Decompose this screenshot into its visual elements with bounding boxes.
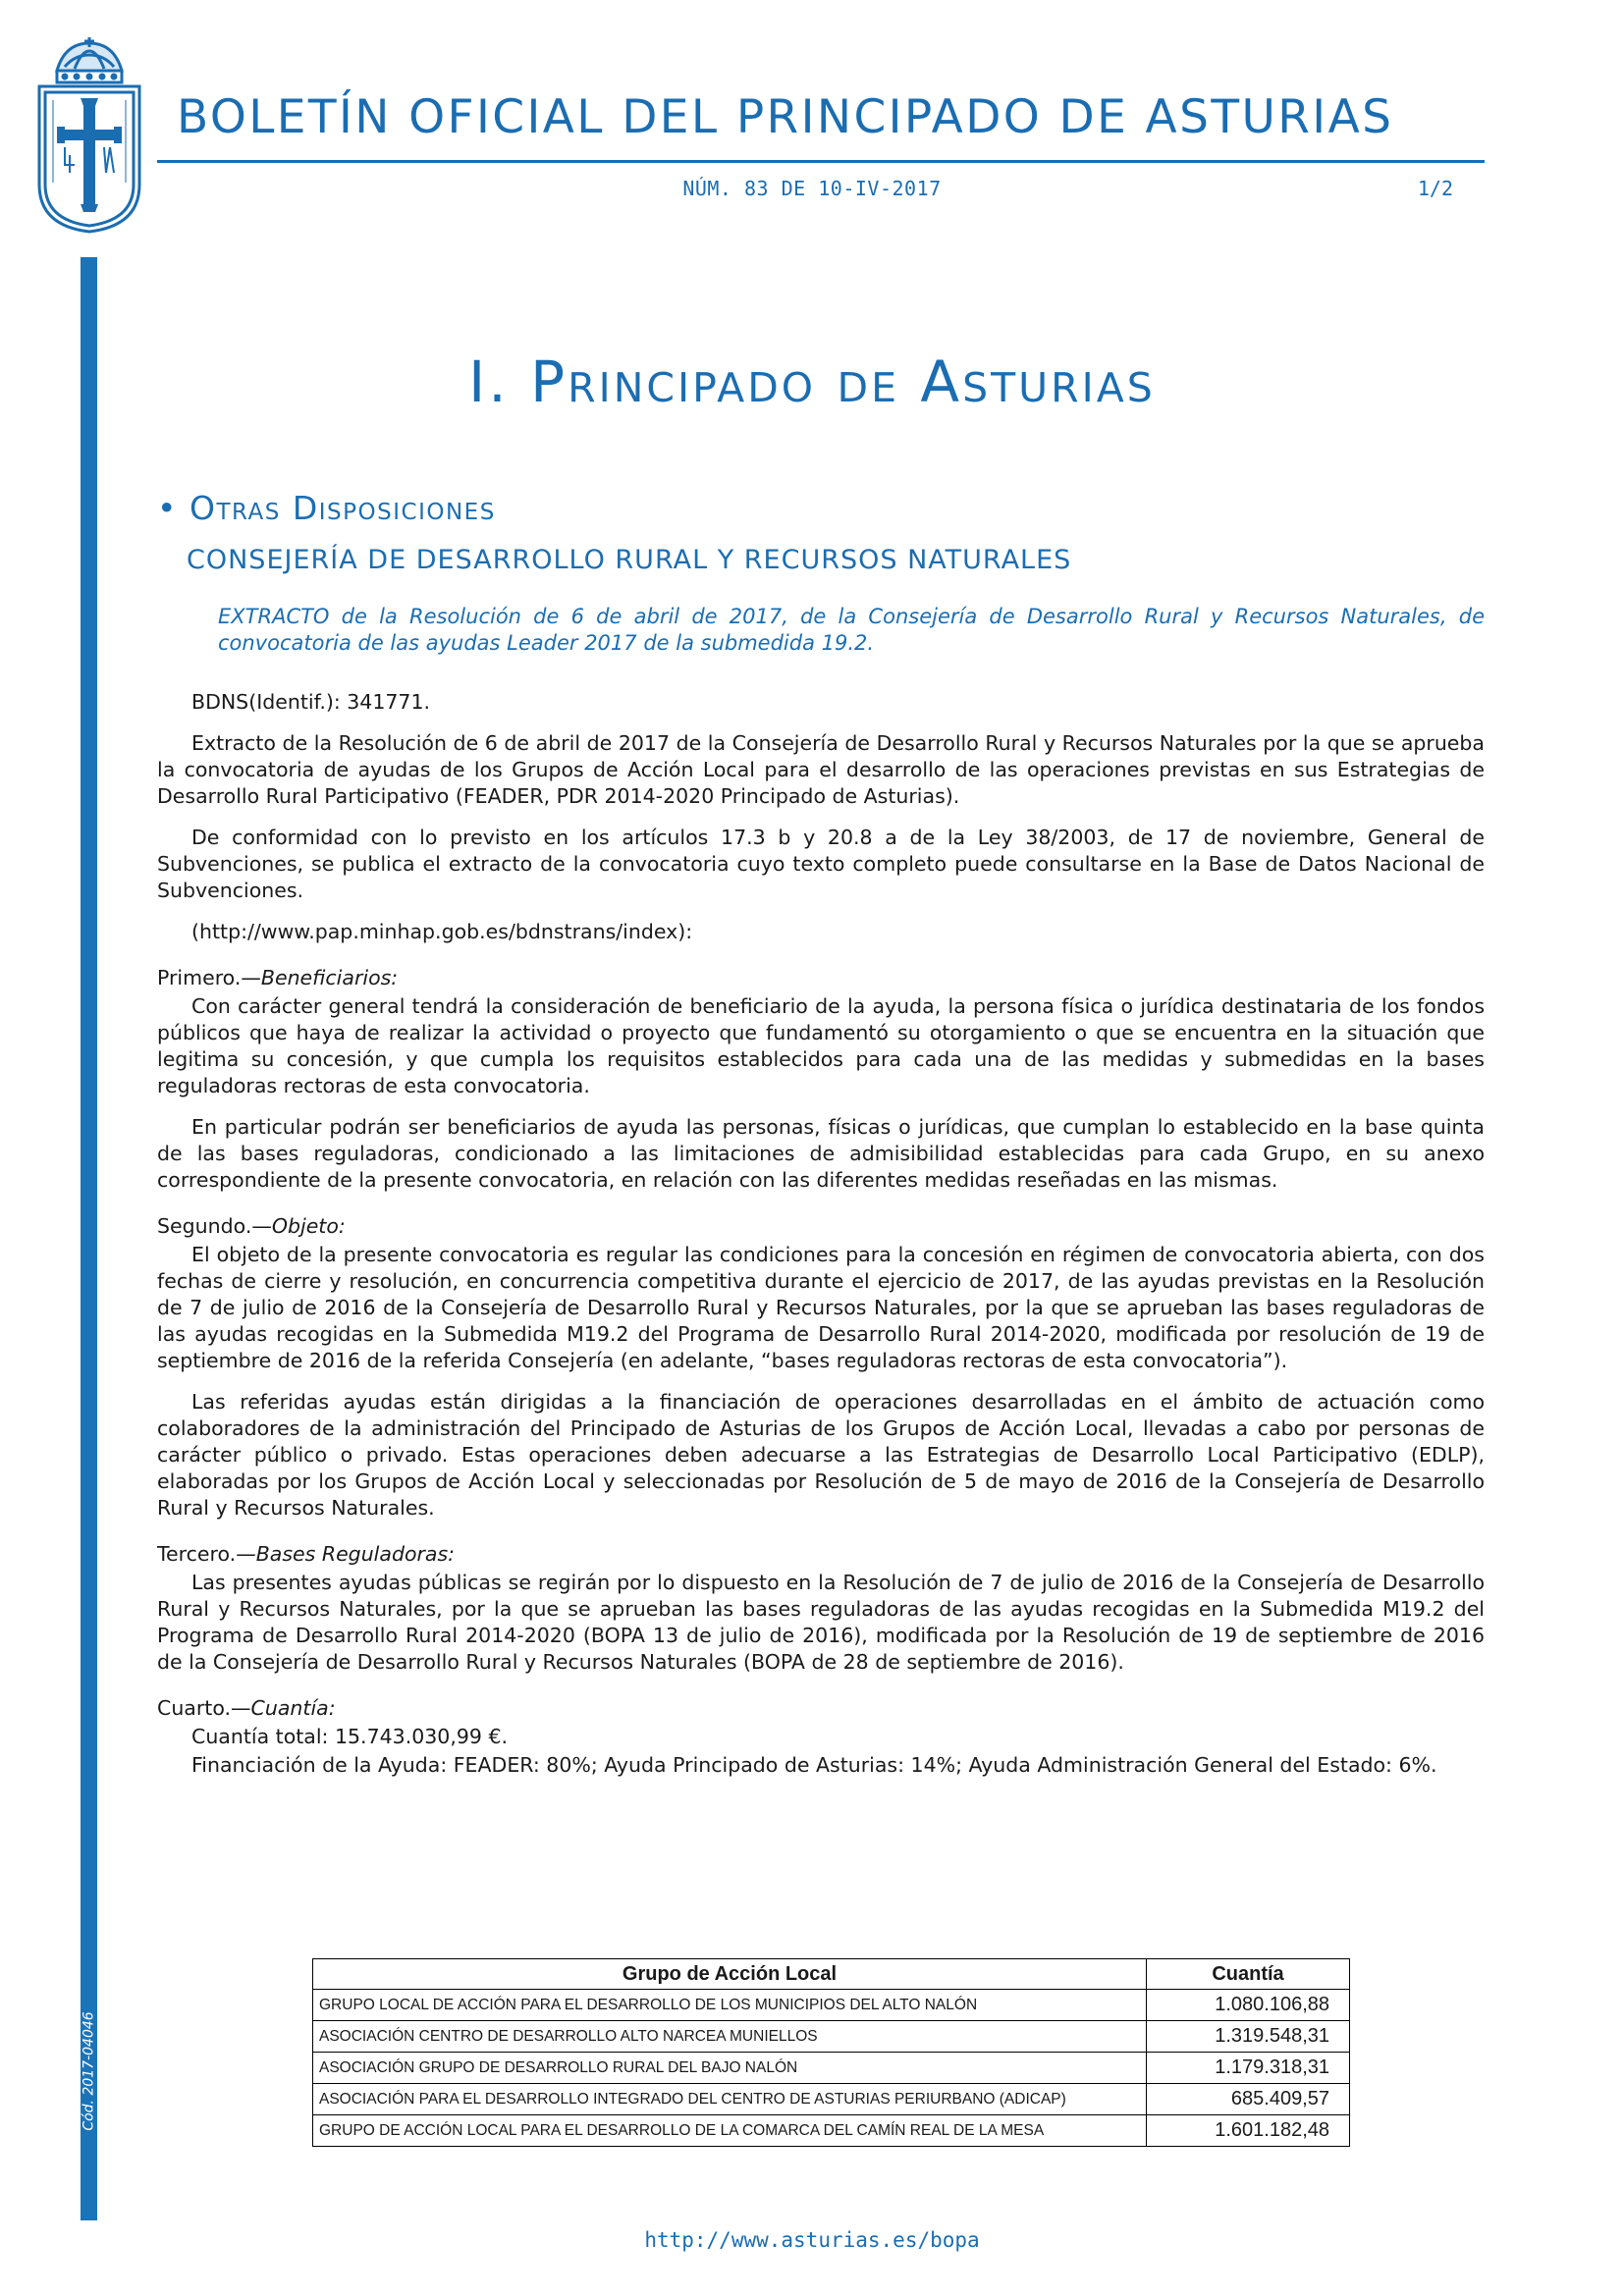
- group-amount: 1.080.106,88: [1147, 1990, 1350, 2021]
- side-bar: [81, 257, 97, 2220]
- heading-title: Beneficiarios:: [260, 966, 399, 989]
- document-body: [157, 689, 1485, 1793]
- heading-label: Cuarto.—: [157, 1696, 251, 1720]
- group-name: ASOCIACIÓN CENTRO DE DESARROLLO ALTO NARCEA MUNIELLOS: [313, 2021, 1147, 2053]
- heading-title: Cuantía:: [250, 1696, 336, 1720]
- paragraph: Extracto de la Resolución de 6 de abril de 2017 de la Consejería de Desarrollo Rural y Recursos Naturales por la que se aprueba la convocatoria de ayudas de los Grupos de Acción Local para el desarrollo de las operaciones previstas en sus Estrategias de Desarrollo Rural Participativo (FEADER, PDR 2014-2020 Principado de Asturias).: [157, 731, 1485, 808]
- document-code: [81, 2002, 97, 2140]
- bulletin-title: BOLETÍN OFICIAL DEL PRINCIPADO DE ASTURIAS: [177, 90, 1394, 144]
- footer-link[interactable]: http://www.asturias.es/bopa: [644, 2228, 980, 2252]
- document-code-text: Cód. 2017-04046: [81, 2011, 97, 2131]
- coat-of-arms-logo: [35, 37, 143, 234]
- bdns-link[interactable]: (http://www.pap.minhap.gob.es/bdnstrans/index):: [191, 920, 693, 943]
- table-row: [313, 1990, 1350, 2021]
- column-header-group: Grupo de Acción Local: [313, 1959, 1147, 1990]
- total-amount: Cuantía total: 15.743.030,99 €.: [191, 1725, 509, 1748]
- paragraph: En particular podrán ser beneficiarios de ayuda las personas, físicas o jurídicas, que cumplan lo establecido en la base quinta de las bases reguladoras, condicionado a las limitaciones de admisibilidad establecidas para cada Grupo, en su anexo correspondiente de la presente convocatoria, en relación con las diferentes medidas reseñadas en las mismas.: [157, 1115, 1485, 1192]
- groups-table: [312, 1958, 1350, 2147]
- table-header-row: [313, 1959, 1350, 1990]
- heading-cuantia: [157, 1695, 1485, 1722]
- heading-bases: [157, 1541, 1485, 1568]
- table-row: [313, 2084, 1350, 2115]
- table-row: [313, 2115, 1350, 2147]
- issue-number: NÚM. 83 DE 10-IV-2017: [682, 177, 942, 200]
- subsection-title: [157, 489, 496, 527]
- paragraph: De conformidad con lo previsto en los artículos 17.3 b y 20.8 a de la Ley 38/2003, de 17 de noviembre, General de Subvenciones, se publica el extracto de la convocatoria cuyo texto completo puede consultarse en la Base de Datos Nacional de Subvenciones.: [157, 826, 1485, 902]
- column-header-amount: Cuantía: [1147, 1959, 1350, 1990]
- group-name: ASOCIACIÓN GRUPO DE DESARROLLO RURAL DEL BAJO NALÓN: [313, 2053, 1147, 2084]
- subsection-text: Otras Disposiciones: [189, 489, 496, 527]
- group-amount: 685.409,57: [1147, 2084, 1350, 2115]
- paragraph: El objeto de la presente convocatoria es regular las condiciones para la concesión en régimen de convocatoria abierta, con dos fechas de cierre y resolución, en concurrencia competitiva durante el ejercicio de 2017, de las ayudas previstas en la Resolución de 7 de julio de 2016 de la Consejería de Desarrollo Rural y Recursos Naturales, por la que se aprueban las bases reguladoras de las ayudas recogidas en la Submedida M19.2 del Programa de Desarrollo Rural 2014-2020, modificada por resolución de 19 de septiembre de 2016 de la referida Consejería (en adelante, “bases reguladoras rectoras de esta convocatoria”).: [157, 1243, 1485, 1372]
- heading-label: Segundo.—: [157, 1214, 272, 1238]
- header-rule: [157, 160, 1485, 163]
- page-number: 1/2: [1417, 177, 1453, 200]
- paragraph: Las presentes ayudas públicas se regirán por lo dispuesto en la Resolución de 7 de julio de 2016 de la Consejería de Desarrollo Rural y Recursos Naturales, por la que se aprueban las bases reguladoras de las ayudas recogidas en la Submedida M19.2 del Programa de Desarrollo Rural 2014-2020 (BOPA 13 de julio de 2016), modificada por la Resolución de 19 de septiembre de 2016 de la Consejería de Desarrollo Rural y Recursos Naturales (BOPA de 28 de septiembre de 2016).: [157, 1571, 1485, 1674]
- paragraph: Financiación de la Ayuda: FEADER: 80%; Ayuda Principado de Asturias: 14%; Ayuda Administración General del Estado: 6%.: [191, 1753, 1437, 1777]
- group-amount: 1.179.318,31: [1147, 2053, 1350, 2084]
- group-name: ASOCIACIÓN PARA EL DESARROLLO INTEGRADO DEL CENTRO DE ASTURIAS PERIURBANO (ADICAP): [313, 2084, 1147, 2115]
- department-name: CONSEJERÍA DE DESARROLLO RURAL Y RECURSOS NATURALES: [187, 545, 1072, 575]
- group-amount: 1.601.182,48: [1147, 2115, 1350, 2147]
- table-row: [313, 2021, 1350, 2053]
- bullet-icon: •: [157, 489, 178, 527]
- table-row: [313, 2053, 1350, 2084]
- summary: EXTRACTO de la Resolución de 6 de abril de 2017, de la Consejería de Desarrollo Rural y Recursos Naturales, de convocatoria de las ayudas Leader 2017 de la submedida 19.2.: [218, 605, 1485, 655]
- heading-objeto: [157, 1213, 1485, 1240]
- bdns-id: BDNS(Identif.): 341771.: [191, 690, 431, 714]
- group-name: GRUPO LOCAL DE ACCIÓN PARA EL DESARROLLO DE LOS MUNICIPIOS DEL ALTO NALÓN: [313, 1990, 1147, 2021]
- group-name: GRUPO DE ACCIÓN LOCAL PARA EL DESARROLLO DE LA COMARCA DEL CAMÍN REAL DE LA MESA: [313, 2115, 1147, 2147]
- heading-label: Tercero.—: [157, 1542, 256, 1566]
- paragraph: Con carácter general tendrá la consideración de beneficiario de la ayuda, la persona física o jurídica destinataria de los fondos públicos que haya de realizar la actividad o proyecto que fundamentó su otorgamiento o que se encuentra en la situación que legitima su concesión, y que cumpla los requisitos establecidos para cada una de las medidas y submedidas en la bases reguladoras rectoras de esta convocatoria.: [157, 994, 1485, 1097]
- group-amount: 1.319.548,31: [1147, 2021, 1350, 2053]
- heading-label: Primero.—: [157, 966, 261, 989]
- groups-table-wrap: [312, 1958, 1350, 2147]
- paragraph: Las referidas ayudas están dirigidas a la financiación de operaciones desarrolladas en el ámbito de actuación como colaboradores de la administración del Principado de Asturias de los Grupos de Acción Local, llevadas a cabo por personas de carácter público o privado. Estas operaciones deben adecuarse a las Estrategias de Desarrollo Local Participativo (EDLP), elaboradas por los Grupos de Acción Local y seleccionadas por Resolución de 5 de mayo de 2016 de la Consejería de Desarrollo Rural y Recursos Naturales.: [157, 1390, 1485, 1520]
- heading-title: Objeto:: [271, 1214, 346, 1238]
- heading-title: Bases Reguladoras:: [255, 1542, 456, 1566]
- section-title: I. Principado de Asturias: [468, 348, 1156, 415]
- heading-beneficiarios: [157, 965, 1485, 991]
